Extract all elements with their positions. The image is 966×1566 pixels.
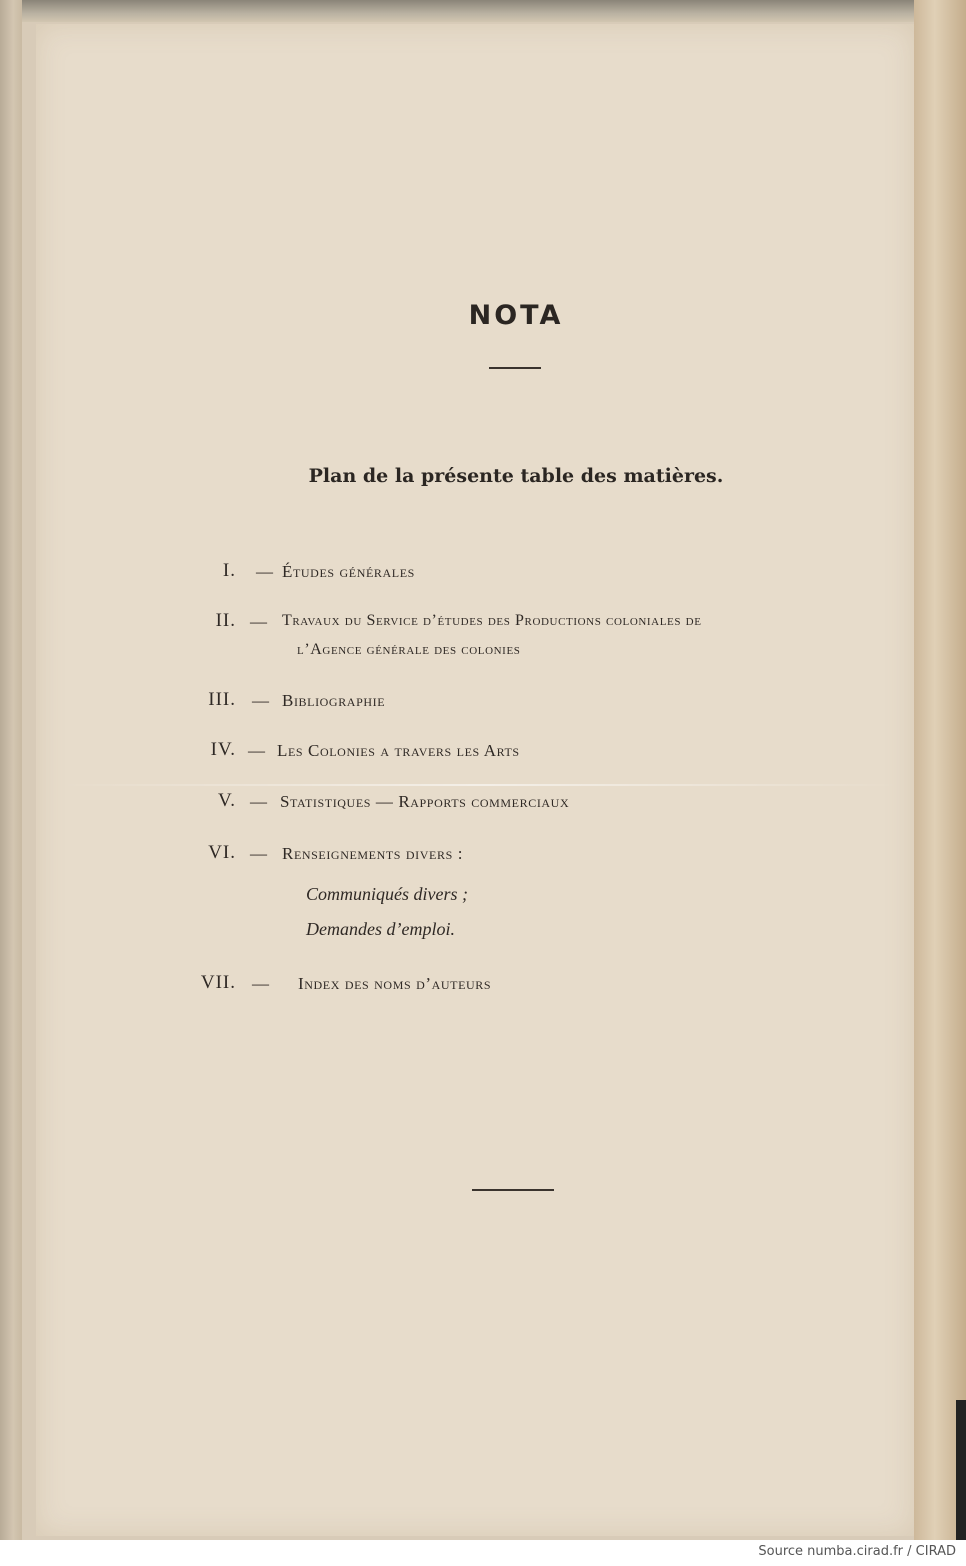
entry-dash: — xyxy=(252,691,269,710)
entry-subitem: Communiqués divers ; xyxy=(306,884,468,904)
entry-text: Études générales xyxy=(282,562,415,581)
entry-text: Statistiques — Rapports commerciaux xyxy=(280,792,570,811)
title-rule xyxy=(489,367,541,369)
book-spine-shadow xyxy=(956,1400,966,1540)
page-title: NOTA xyxy=(468,300,564,331)
entry-dash: — xyxy=(250,844,267,863)
entry-dash: — xyxy=(252,974,269,993)
entry-text: Index des noms d’auteurs xyxy=(298,974,492,993)
page-sheet xyxy=(36,24,914,1536)
entry-text: Renseignements divers : xyxy=(282,844,464,863)
entry-text-continued: l’Agence générale des colonies xyxy=(297,641,521,658)
entry-number: I. xyxy=(222,560,236,581)
entry-number: V. xyxy=(217,790,236,811)
entry-number: VI. xyxy=(208,842,236,863)
source-credit: Source numba.cirad.fr / CIRAD xyxy=(758,1544,956,1559)
entry-text: Les Colonies a travers les Arts xyxy=(277,741,520,760)
book-left-edge xyxy=(0,0,22,1540)
entry-number: IV. xyxy=(210,739,236,760)
closing-rule xyxy=(472,1189,554,1191)
book-top-edge xyxy=(0,0,966,22)
page-fold-line xyxy=(60,784,900,786)
page-subtitle: Plan de la présente table des matières. xyxy=(308,465,724,487)
entry-dash: — xyxy=(248,741,265,760)
entry-number: II. xyxy=(215,610,236,631)
entry-text: Bibliographie xyxy=(282,691,386,710)
entry-dash: — xyxy=(250,792,267,811)
entry-subitem: Demandes d’emploi. xyxy=(306,919,455,939)
entry-dash: — xyxy=(256,562,273,581)
book-right-edge xyxy=(914,0,966,1540)
entry-number: III. xyxy=(208,689,236,710)
entry-dash: — xyxy=(250,612,267,631)
entry-text: Travaux du Service d’études des Productions coloniales de xyxy=(282,612,702,629)
entry-number: VII. xyxy=(200,972,236,993)
